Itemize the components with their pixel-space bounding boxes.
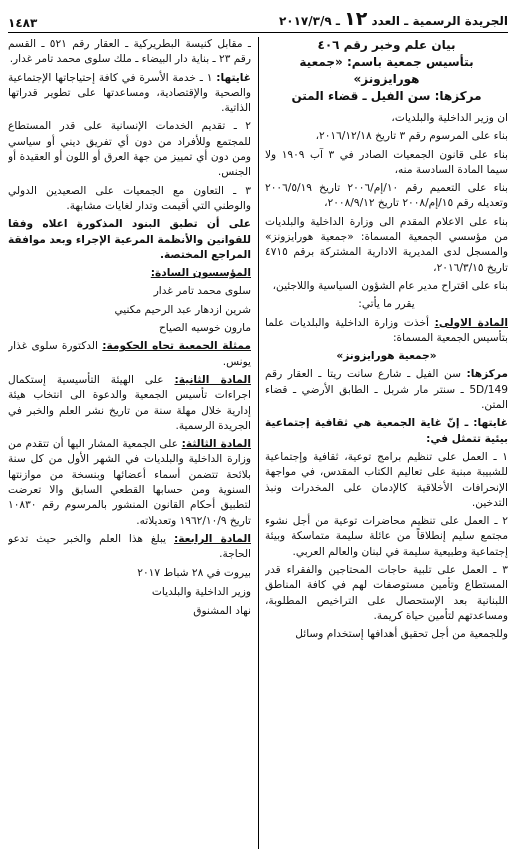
article-label: المادة الرابعة: [173,532,251,545]
article-4 [8,532,251,563]
goal-item: ٢ ـ تقديم الخدمات الإنسانية على قدر المستطاع للمجتمع وللأفراد من دون أي تفريق ديني أو سياسي ومن دون أي تمييز من جهة العرق أو اللون أو العقيدة أو الجنس. [8,120,251,179]
notice-hq: مركزها: سن الفيل ـ قضاء المتن [291,89,482,103]
notice-title: بيان علم وخبر رقم ٤٠٦ [317,38,456,52]
article-label: المادة الاولى: [434,316,508,329]
continuation-text: ـ مقابل كنيسة البطريركية ـ العقار رقم ٥٢١ ـ القسم رقم ٢٣ ـ بناية دار البيضاء ـ ملك سلوى محمد تامر غدار. [8,38,251,66]
goal-item: ١ ـ العمل على تنظيم برامج توعية، ثقافية وإجتماعية للشبيبة مبنية على تعاليم الكتاب المقدس، في مواجهة الإنحرافات الأخلاقية كالإدمان على المخدرات ونبذ التدخين. [265,450,508,509]
hq-label: مركزها: [466,368,508,381]
rep-label: ممثلة الجمعية تجاه الحكومة: [102,340,251,353]
representative [8,339,251,370]
decision-line: يقرر ما يأتي: [358,298,415,311]
article-text: على الجمعية المشار اليها أن تتقدم من وزارة الداخلية والبلديات في الشهر الأول من كل سنة بلائحة تتضمن أسماء أعضائها وبنسخة من موازنتها السنوية ومن حسابها القطعي السابق والا تعرضت لتطبيق أحكام القانون المنشور بالمرسوم رقم ١٠٨٣٠ تاريخ ١٩٦٢/١٠/٩ وتعديلاته. [8,438,251,527]
article-label: المادة الثالثة: [181,438,251,451]
article-label: المادة الثانية: [174,373,251,386]
signoff-name: نهاد المشنوق [193,605,251,618]
founder-name: مارون خوسيه الصياح [158,322,251,335]
goals-label: غايتها: [473,417,508,430]
founder-name: سلوى محمد تامر غدار [153,285,251,298]
page-number: ١٤٨٣ [8,16,38,30]
issue-date: ـ ٢٠١٧/٣/٩ [278,14,340,28]
gazette-title: الجريدة الرسمية ـ العدد [371,14,508,28]
goals-intro: ـ إنّ غاية الجمعية هي ثقافية إجتماعية بيئية تتمثل في: [265,417,508,445]
paragraph: بناء على قانون الجمعيات الصادر في ٣ آب ١٩٠٩ ولا سيما المادة السادسة منه، [265,148,508,176]
signoff-place-date: بيروت في ٢٨ شباط ٢٠١٧ [137,566,251,579]
goal-item: ٣ ـ التعاون مع الجمعيات على الصعيدين الدولي والوطني التي أقيمت وتدار لغايات مشابهة. [8,184,251,212]
left-column [8,37,251,849]
article-text: أخذت وزارة الداخلية والبلديات علما بتأسيس الجمعية المسماة: [265,316,508,344]
column-divider [258,37,259,849]
hq-text: سن الفيل ـ شارع سانت ريتا ـ العقار رقم 5D/149 ـ سنتر مار شربل ـ الطابق الأرضي ـ قضاء المتن. [265,368,508,412]
goal-item: وللجمعية من أجل تحقيق أهدافها إستخدام وسائل [295,628,508,641]
goals-label: غايتها: [216,71,251,84]
association-name: «جمعية هورايزونز» [336,350,437,363]
columns [8,37,508,849]
paragraph: بناء على الاعلام المقدم الى وزارة الداخلية والبلديات من مؤسسي الجمعية المسماة: «جمعية هورايزونز» والمسجل لدى المديرية الادارية المشتركة برقم ٤٧١٥ تاريخ ٢٠١٦/٣/١٥، [265,215,508,274]
goals-block [8,71,251,117]
goal-item: ٢ ـ العمل على تنظيم محاضرات توعية من أجل نشوء مجتمع سليم إنطلاقاً من عائلة سليمة متماسكة وبيئة إجتماعية وطبيعية سليمة في لبنان والعالم العربي. [265,515,508,558]
goals-heading [265,416,508,447]
issue-info [279,8,508,30]
condition-text: على أن تطبق البنود المذكورة اعلاه وفقا للقوانين والأنظمة المرعية الإجراء وبعد موافقة المراجع المختصة. [8,218,251,261]
paragraph: بناء على التعميم رقم ١٠/إم/٢٠٠٦ تاريخ ٢٠٠٦/٥/١٩ وتعديله رقم ١٥/إم/٢٠٠٨ تاريخ ٢٠٠٨/٩/١٢، [265,182,508,210]
signature-block [8,566,251,620]
right-column [265,37,508,849]
page-header [8,6,508,33]
notice-subtitle: بتأسيس جمعية باسم: «جمعية هورايزونز» [299,55,474,86]
signoff-title: وزير الداخلية والبلديات [151,585,251,598]
goal-item: ١ ـ خدمة الأسرة في كافة إحتياجاتها الإجتماعية والصحية والإقتصادية، ومساعدتها على تطوير قدراتها الذاتية. [8,71,251,115]
paragraph: بناء على اقتراح مدير عام الشؤون السياسية واللاجئين، [272,279,508,292]
article-2 [8,373,251,434]
founder-name: شرين ازدهار عبد الرحيم مكنيي [114,303,251,316]
article-text: على الهيئة التأسيسية إستكمال اجراءات تأسيس الجمعية والدعوة الى انتخاب هيئة إدارية خلال مهلة سنة من تاريخ نشر العلم والخبر في الجريدة الرسمية. [8,373,251,432]
paragraph: ان وزير الداخلية والبلديات، [391,112,508,124]
goal-item: ٣ ـ العمل على تلبية حاجات المحتاجين والفقراء قدر المستطاع وتأمين مستوصفات لهم في كافة المناطق اللبنانية بعد الإستحصال على التراخيص المطلوبة، ومساعدتهم لتأمين حياة كريمة. [265,564,508,622]
issue-number: ١٢ [344,8,368,30]
headquarters [265,367,508,413]
article-1 [265,316,508,347]
rep-text: الدكتورة سلوى غذار يونس. [8,340,251,368]
paragraph: بناء على المرسوم رقم ٣ تاريخ ٢٠١٦/١٢/١٨، [315,130,508,143]
founders-label: المؤسسون السادة: [150,267,251,280]
article-3 [8,437,251,529]
article-text: يبلغ هذا العلم والخبر حيث تدعو الحاجة. [8,532,251,561]
